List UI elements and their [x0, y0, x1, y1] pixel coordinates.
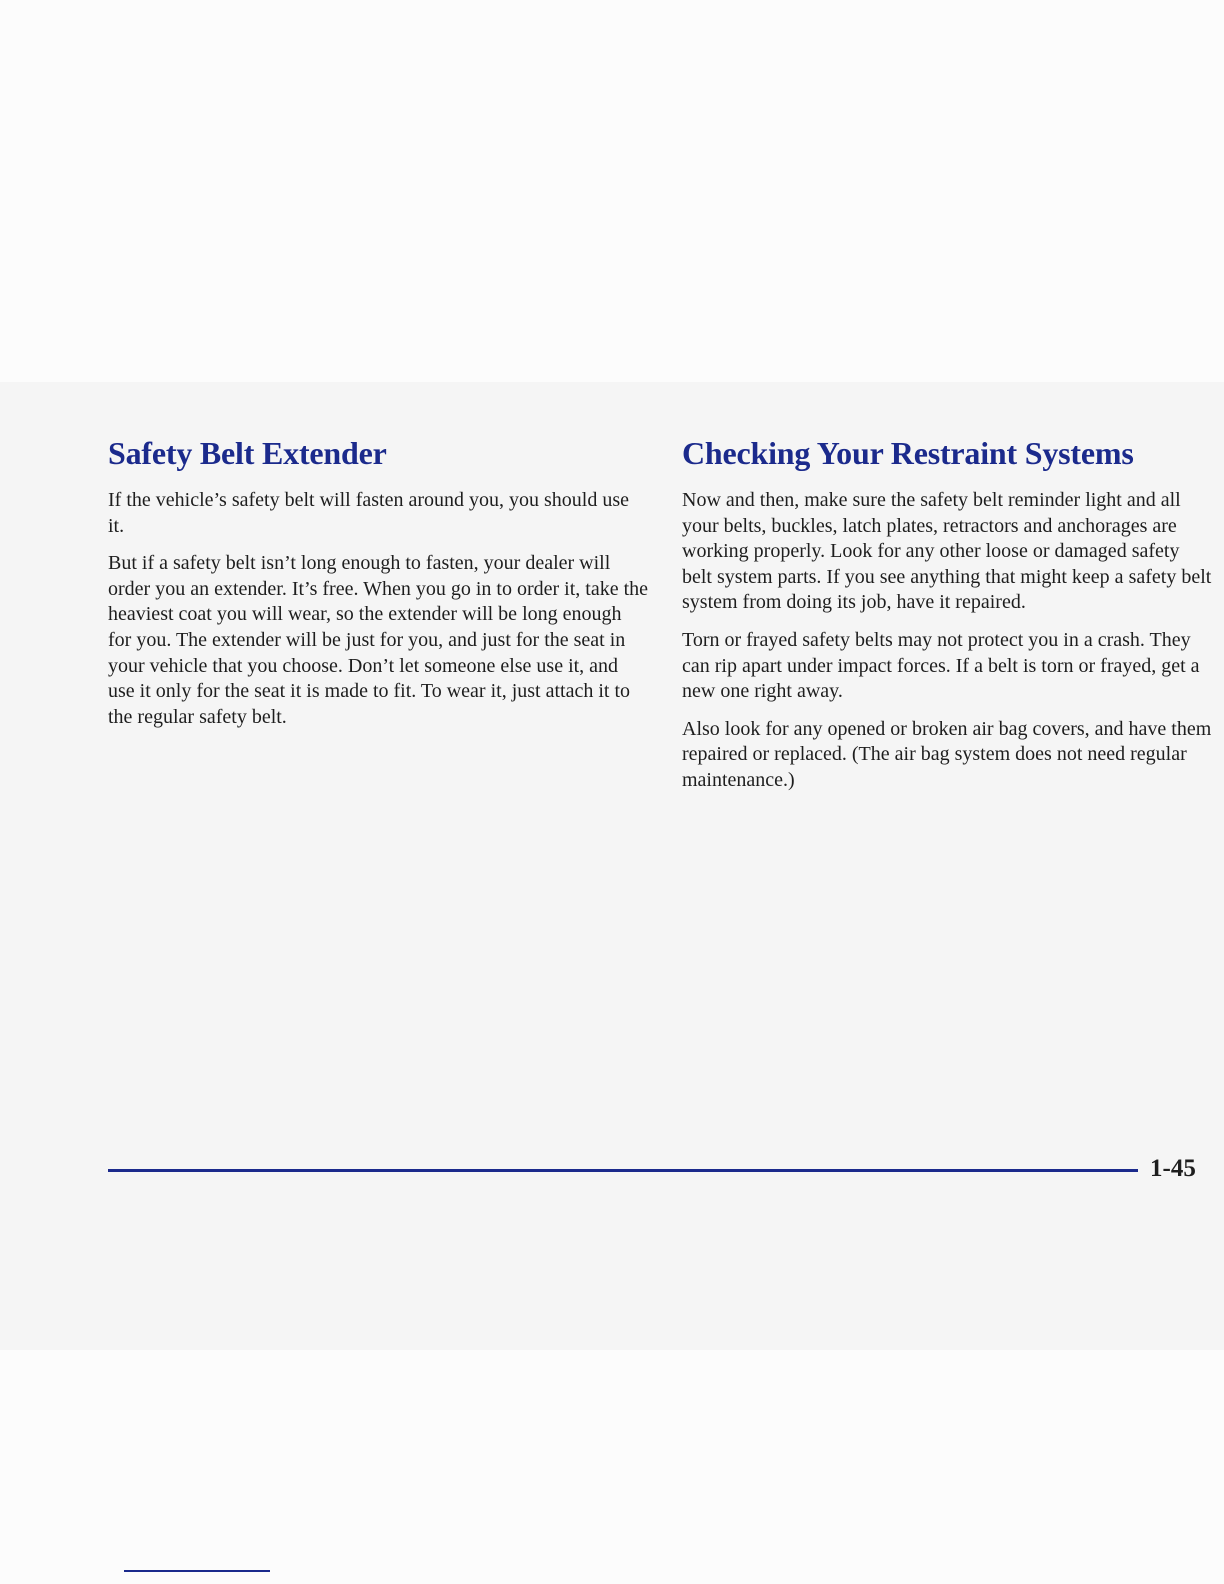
- paragraph: But if a safety belt isn’t long enough to fasten, your dealer will order you an extender. It’s free. When you go in to order it, take the heaviest coat you will wear, so the extender will be long enough for you. The extender will be just for you, and just for the seat in your vehicle that you choose. Don’t let someone else use it, and use it only for the seat it is made to fit. To wear it, just attach it to the regular safety belt.: [108, 552, 649, 728]
- checking-restraint-systems-section: [682, 432, 1212, 806]
- section-title-checking-restraint-systems: Checking Your Restraint Systems: [682, 435, 1134, 471]
- safety-belt-extender-section: [108, 432, 648, 742]
- paragraph: Now and then, make sure the safety belt reminder light and all your belts, buckles, latch plates, retractors and anchorages are working properly. Look for any other loose or damaged safety belt system parts. If you see anything that might keep a safety belt system from doing its job, have it repaired.: [682, 489, 1212, 614]
- footer-rule: [108, 1169, 1138, 1172]
- paragraph: If the vehicle’s safety belt will fasten around you, you should use it.: [108, 489, 629, 537]
- page-number: 1-45: [1150, 1155, 1196, 1182]
- paragraph: Torn or frayed safety belts may not protect you in a crash. They can rip apart under impact forces. If a belt is torn or frayed, get a new one right away.: [682, 628, 1200, 703]
- section-title-safety-belt-extender: Safety Belt Extender: [108, 435, 387, 471]
- paragraph: Also look for any opened or broken air bag covers, and have them repaired or replaced. (The air bag system does not need regular maintenance.): [682, 717, 1212, 791]
- bottom-divider: [124, 1570, 270, 1572]
